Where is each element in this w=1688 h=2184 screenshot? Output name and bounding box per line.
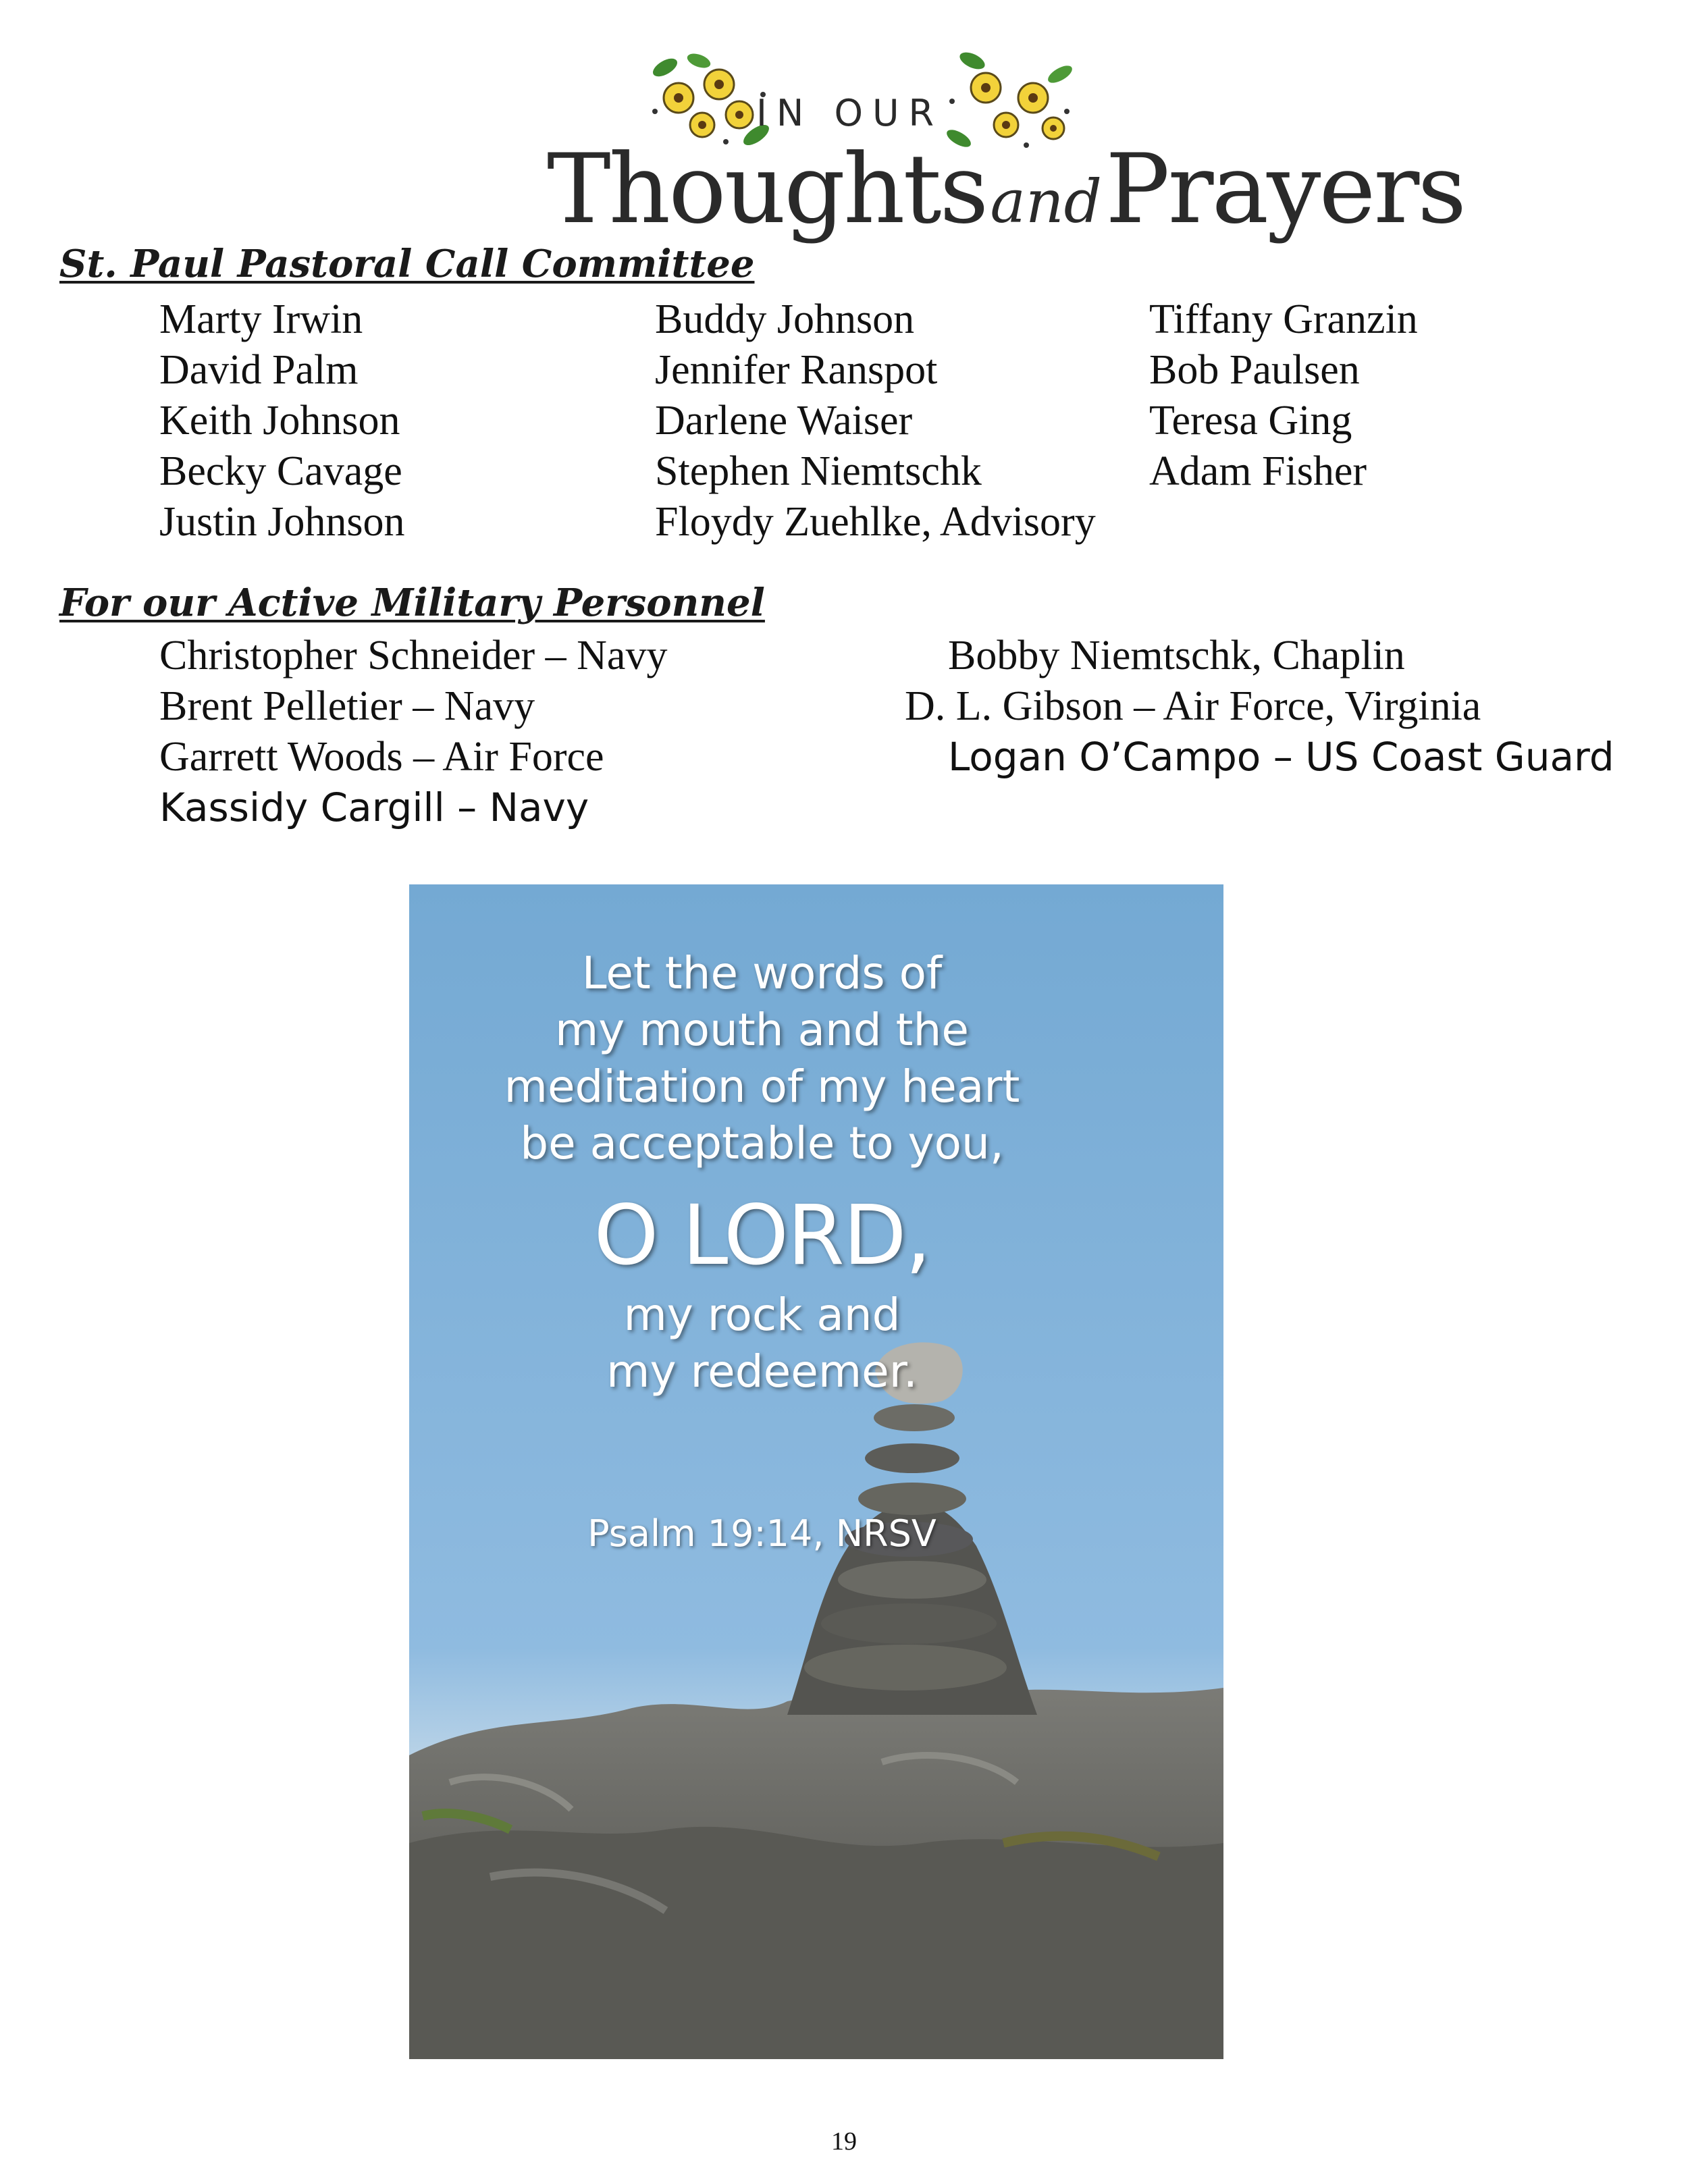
military-member: Bobby Niemtschk, Chaplin [948,633,1405,678]
verse-line: my mouth and the [555,1004,969,1056]
committee-column-1 [159,294,404,548]
committee-heading: St. Paul Pastoral Call Committee [59,242,755,286]
military-member: Brent Pelletier – Navy [159,683,535,729]
committee-member: Tiffany Granzin [1149,296,1418,342]
verse-emphasis: O LORD, [594,1188,930,1283]
logo-title [547,134,1465,245]
logo-title-and: and [990,167,1102,236]
committee-member: Teresa Ging [1149,398,1352,444]
verse-text-top [409,945,1115,1172]
committee-member: Marty Irwin [159,296,363,342]
verse-reference: Psalm 19:14, NRSV [587,1512,937,1555]
committee-member: Jennifer Ranspot [655,347,938,393]
committee-member: Keith Johnson [159,398,400,444]
military-member: Garrett Woods – Air Force [159,734,604,780]
military-member: D. L. Gibson – Air Force, Virginia [905,683,1481,729]
verse-line: be acceptable to you, [520,1117,1004,1169]
military-heading: For our Active Military Personnel [59,581,765,625]
scripture-photo [409,884,1223,2059]
committee-member: Darlene Waiser [655,398,913,444]
military-member: Christopher Schneider – Navy [159,633,668,678]
committee-member: Adam Fisher [1149,448,1367,494]
logo-title-prayers: Prayers [1105,134,1465,245]
verse-line: my redeemer. [606,1346,918,1397]
committee-column-2 [655,294,1096,548]
committee-member: Bob Paulsen [1149,347,1360,393]
logo-title-thoughts: Thoughts [547,134,987,245]
header-logo [527,47,1465,250]
military-member: Kassidy Cargill – Navy [159,784,589,830]
committee-member: Becky Cavage [159,448,402,494]
verse-line: meditation of my heart [504,1061,1020,1113]
committee-member: Justin Johnson [159,499,405,545]
committee-column-3 [1149,294,1418,497]
verse-text-bottom [409,1287,1115,1400]
page-number: 19 [831,2127,857,2156]
verse-line: my rock and [623,1289,901,1341]
logo-small-text: IN OUR [756,92,944,134]
committee-member: Floydy Zuehlke, Advisory [655,499,1096,545]
verse-line: Let the words of [581,947,943,999]
committee-member: Buddy Johnson [655,296,915,342]
military-member: Logan O’Campo – US Coast Guard [948,734,1614,780]
committee-member: Stephen Niemtschk [655,448,982,494]
committee-member: David Palm [159,347,359,393]
